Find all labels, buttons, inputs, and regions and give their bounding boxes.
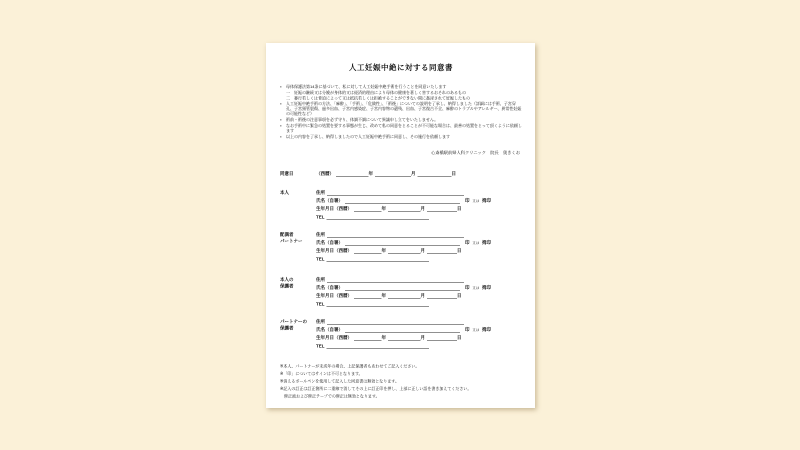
tel-field bbox=[327, 214, 430, 220]
tel-row bbox=[316, 343, 522, 349]
birthdate-row bbox=[316, 335, 522, 341]
address-row bbox=[316, 319, 522, 325]
signer-fields bbox=[316, 277, 522, 309]
tel-field bbox=[327, 301, 430, 307]
signer-label-line: パートナーの bbox=[280, 319, 308, 324]
month-label: 月 bbox=[420, 248, 426, 253]
name-label: 氏名（自署） bbox=[316, 285, 344, 290]
consent-day-field bbox=[418, 171, 452, 177]
signer-label bbox=[280, 232, 316, 264]
name-row bbox=[316, 198, 522, 204]
month-label: 月 bbox=[420, 206, 426, 211]
day-label: 日 bbox=[457, 248, 462, 253]
seal-or-label: 又は bbox=[472, 286, 480, 290]
term-text: 術前・術後の注意事項を必ず守り、体調不調について異議申し立てをいたしません。 bbox=[286, 117, 439, 122]
birth-year-field bbox=[354, 206, 382, 212]
birth-day-field bbox=[427, 248, 457, 254]
month-label: 月 bbox=[420, 335, 426, 340]
year-label: 年 bbox=[368, 171, 374, 176]
bullet-icon: ● bbox=[280, 102, 282, 106]
seal-group bbox=[465, 197, 491, 204]
signer-fields bbox=[316, 232, 522, 264]
signer-label bbox=[280, 277, 316, 309]
thumbprint-label: 拇印 bbox=[482, 198, 492, 203]
seal-label: 印 bbox=[465, 198, 470, 203]
term-text: 二 暴行若しくは脅迫によって又は抵抗若しくは拒絶することができない間に姦淫されて妊娠したもの bbox=[286, 96, 470, 101]
term-text: なお手術中に緊急の処置を要する事態が生じ、改めて私の同意をとることが不可能な場合は、最善の処置をとって頂くように依頼します bbox=[286, 123, 522, 133]
name-row bbox=[316, 285, 522, 291]
term-text: 一 妊娠の継続又は分娩が身体的又は経済的理由により母体の健康を著しく害するおそれのあるもの bbox=[286, 90, 466, 95]
bullet-icon: ● bbox=[280, 135, 282, 139]
name-field bbox=[345, 327, 460, 333]
term-item bbox=[280, 124, 522, 134]
birthdate-row bbox=[316, 206, 522, 212]
signer-label-line: 本人の bbox=[280, 277, 294, 282]
term-text: 以上の内容を了承し、納得しましたので人工妊娠中絶手術に同意し、その施行を依頼します bbox=[286, 134, 450, 139]
address-row bbox=[316, 232, 522, 238]
term-text: 母体保護法第14条に基づいて、私に対して人工妊娠中絶手術を行うことを同意いたします bbox=[286, 84, 447, 89]
consent-form-page bbox=[266, 43, 535, 408]
signer-label-line: 保護者 bbox=[280, 283, 294, 289]
birthdate-row bbox=[316, 293, 522, 299]
bullet-icon: ● bbox=[280, 124, 282, 128]
tel-label: TEL bbox=[316, 343, 325, 349]
signer-label-line: 本人 bbox=[280, 190, 290, 195]
tel-field bbox=[327, 256, 430, 262]
thumbprint-label: 拇印 bbox=[482, 240, 492, 245]
term-item bbox=[280, 135, 522, 140]
birthdate-label: 生年月日（西暦） bbox=[316, 293, 353, 298]
consent-date-label: 同意日 bbox=[280, 171, 294, 176]
clinic-signature: 心斎橋駅前婦人科クリニック 院長 奥きくお bbox=[431, 150, 520, 155]
birth-month-field bbox=[388, 335, 421, 341]
birth-year-field bbox=[354, 335, 382, 341]
footnotes bbox=[280, 363, 522, 401]
birth-year-field bbox=[354, 293, 382, 299]
birth-day-field bbox=[427, 206, 457, 212]
birth-month-field bbox=[388, 248, 421, 254]
birth-year-field bbox=[354, 248, 382, 254]
address-field bbox=[327, 232, 464, 238]
signer-label-line: パートナー bbox=[280, 238, 303, 244]
birth-month-field bbox=[388, 293, 421, 299]
seal-label: 印 bbox=[465, 285, 470, 290]
address-label: 住所 bbox=[316, 232, 326, 237]
address-label: 住所 bbox=[316, 190, 326, 195]
term-subitem bbox=[280, 96, 522, 101]
signer-fields bbox=[316, 319, 522, 351]
seal-label: 印 bbox=[465, 327, 470, 332]
term-text: 人工妊娠中絶手術の方法、「麻酔」、「手術」、「危険性」、「術後」についての説明を了承し、納得しました（詳細には手術、子宮穿孔、子宮頸管裂傷、過多出血、子宮内感染症、子宮内容物の遺残、出血、子宮復古不全、麻酔のトラブルやアレルギー、異常性妊娠の可能性など） bbox=[286, 101, 522, 116]
term-item bbox=[280, 118, 522, 123]
birth-month-field bbox=[388, 206, 421, 212]
day-label: 日 bbox=[457, 335, 462, 340]
seal-or-label: 又は bbox=[472, 241, 480, 245]
month-label: 月 bbox=[411, 171, 416, 176]
birthdate-label: 生年月日（西暦） bbox=[316, 248, 353, 253]
tel-row bbox=[316, 301, 522, 307]
tel-label: TEL bbox=[316, 214, 325, 220]
address-field bbox=[327, 277, 464, 283]
day-label: 日 bbox=[457, 206, 462, 211]
address-field bbox=[327, 319, 464, 325]
name-field bbox=[345, 285, 460, 291]
term-subitem bbox=[280, 91, 522, 96]
seal-label: 印 bbox=[465, 240, 470, 245]
seal-or-label: 又は bbox=[472, 199, 480, 203]
footnote: ※「印」についてはサインは不可となります。 bbox=[280, 371, 363, 376]
signer-label-line: 保護者 bbox=[280, 325, 294, 331]
consent-date-row bbox=[280, 171, 522, 177]
footnote: ※記入の訂正は訂正箇所に二重線で消してその上に訂正印を押し、上部に正しい語を書き加えてください。 bbox=[280, 386, 472, 391]
address-field bbox=[327, 190, 464, 196]
address-label: 住所 bbox=[316, 277, 326, 282]
month-label: 月 bbox=[420, 293, 426, 298]
tel-label: TEL bbox=[316, 256, 325, 262]
tel-field bbox=[327, 343, 430, 349]
tel-row bbox=[316, 256, 522, 262]
term-item bbox=[280, 85, 522, 90]
birthdate-label: 生年月日（西暦） bbox=[316, 206, 353, 211]
year-label: 年 bbox=[381, 335, 387, 340]
name-field bbox=[345, 240, 460, 246]
signer-label bbox=[280, 319, 316, 351]
name-label: 氏名（自署） bbox=[316, 327, 344, 332]
address-row bbox=[316, 277, 522, 283]
signer-fields bbox=[316, 190, 522, 222]
footnote: ※本人、パートナーが未成年の場合、上記保護者もあわせてご記入ください。 bbox=[280, 364, 420, 369]
signer-label bbox=[280, 190, 316, 222]
tel-label: TEL bbox=[316, 301, 325, 307]
name-label: 氏名（自署） bbox=[316, 240, 344, 245]
seal-group bbox=[465, 284, 491, 291]
day-label: 日 bbox=[457, 293, 462, 298]
birthdate-label: 生年月日（西暦） bbox=[316, 335, 353, 340]
thumbprint-label: 拇印 bbox=[482, 327, 492, 332]
signer-label-line: 配偶者 bbox=[280, 232, 294, 237]
signer-block-partner bbox=[280, 232, 522, 264]
tel-row bbox=[316, 214, 522, 220]
signer-block-partner-guardian bbox=[280, 319, 522, 351]
form-title: 人工妊娠中絶に対する同意書 bbox=[348, 63, 453, 72]
bullet-icon: ● bbox=[280, 85, 282, 89]
seal-or-label: 又は bbox=[472, 328, 480, 332]
consent-year-field bbox=[336, 171, 369, 177]
signer-block-honnin bbox=[280, 190, 522, 222]
name-label: 氏名（自署） bbox=[316, 198, 344, 203]
name-field bbox=[345, 198, 460, 204]
day-label: 日 bbox=[451, 171, 457, 176]
address-label: 住所 bbox=[316, 319, 326, 324]
consent-month-field bbox=[375, 171, 411, 177]
bullet-icon: ● bbox=[280, 118, 282, 122]
footnote: ※消えるボールペンを使用して記入した同意書は無効となります。 bbox=[280, 379, 399, 384]
name-row bbox=[316, 327, 522, 333]
era-label: （西暦） bbox=[316, 171, 335, 176]
term-item bbox=[280, 102, 522, 117]
seal-group bbox=[465, 326, 491, 333]
birthdate-row bbox=[316, 248, 522, 254]
birth-day-field bbox=[427, 335, 457, 341]
thumbprint-label: 拇印 bbox=[482, 285, 492, 290]
year-label: 年 bbox=[381, 248, 387, 253]
name-row bbox=[316, 240, 522, 246]
seal-group bbox=[465, 239, 491, 246]
year-label: 年 bbox=[381, 206, 387, 211]
address-row bbox=[316, 190, 522, 196]
terms-list bbox=[280, 85, 522, 140]
year-label: 年 bbox=[381, 293, 387, 298]
birth-day-field bbox=[427, 293, 457, 299]
footnote: 修正液および修正テープでの修正は無効となります。 bbox=[284, 394, 380, 399]
signer-block-honnin-guardian bbox=[280, 277, 522, 309]
